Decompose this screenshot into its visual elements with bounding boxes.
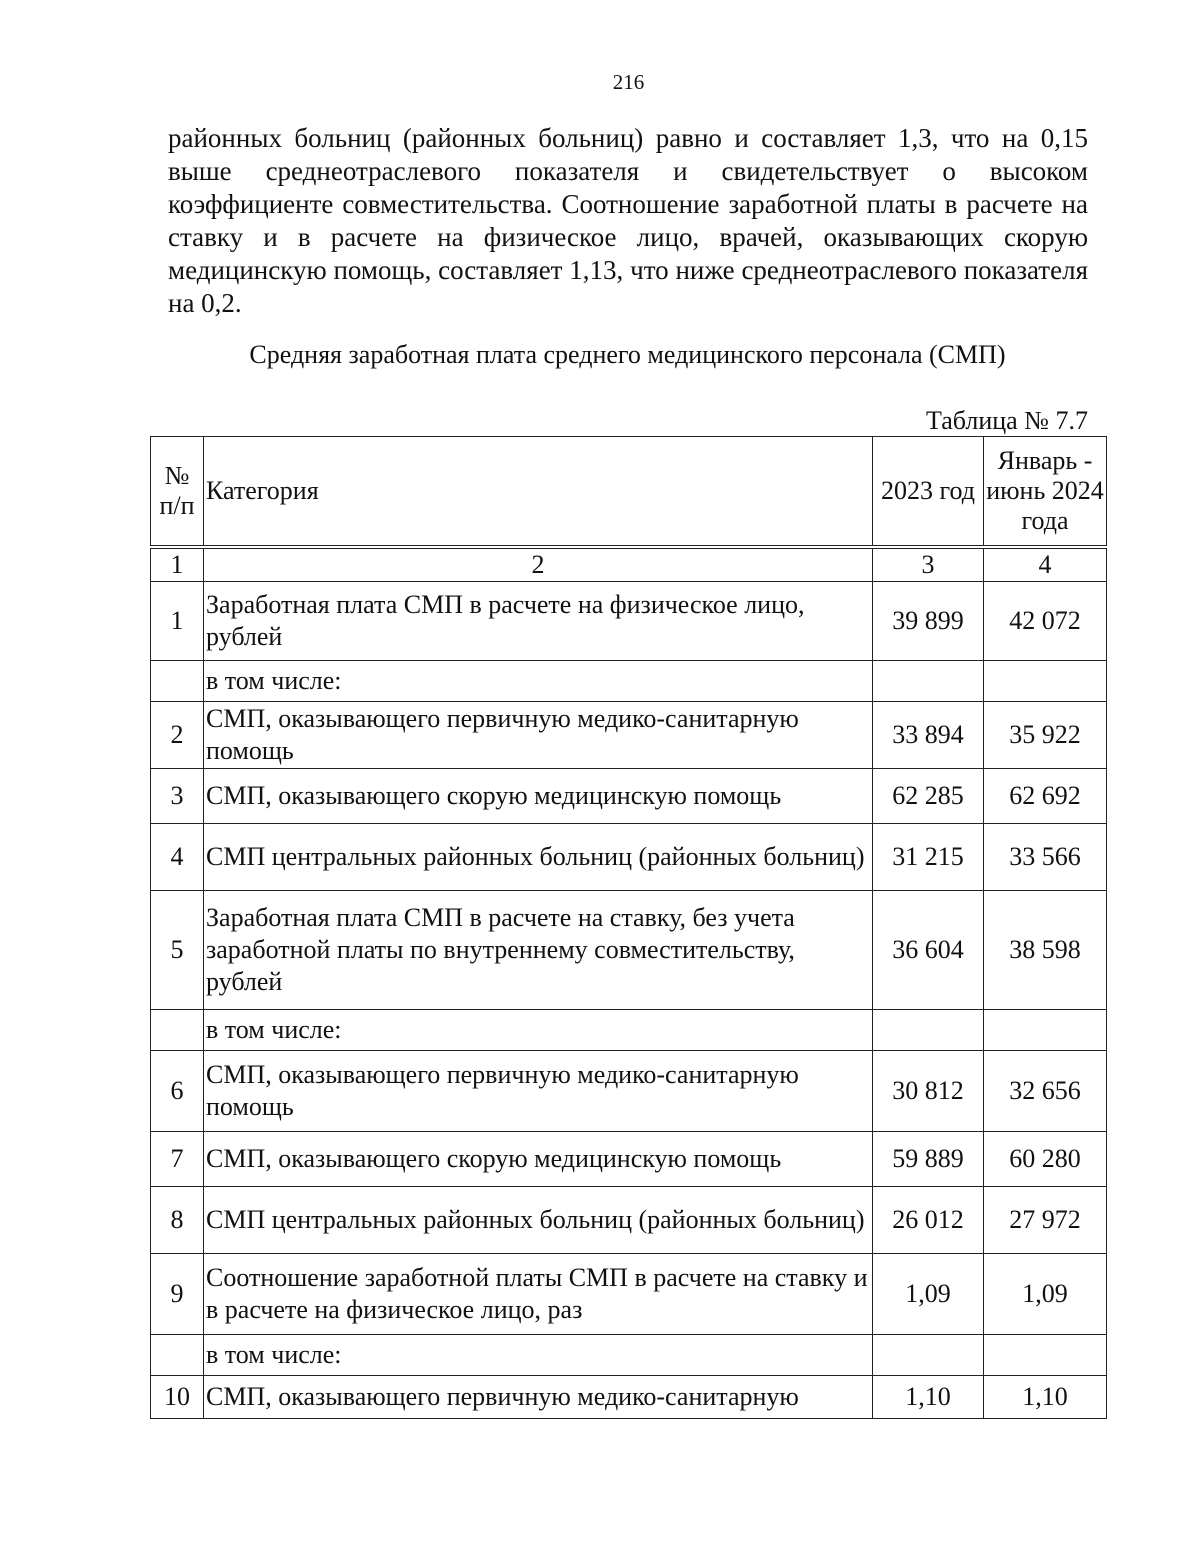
- table-row: [151, 1254, 1107, 1335]
- row-num: [151, 1010, 204, 1051]
- row-category: СМП, оказывающего скорую медицинскую помощь: [204, 769, 873, 824]
- row-value-2024: [984, 661, 1107, 702]
- table-row: [151, 1010, 1107, 1051]
- row-category: в том числе:: [204, 661, 873, 702]
- page-number: 216: [612, 70, 645, 94]
- table-row: [151, 1376, 1107, 1419]
- header-category: Категория: [204, 437, 873, 548]
- row-category: СМП центральных районных больниц (районных больниц): [204, 1187, 873, 1254]
- table-row: [151, 1132, 1107, 1187]
- row-category: Заработная плата СМП в расчете на ставку, без учета заработной платы по внутреннему совместительству, рублей: [204, 891, 873, 1010]
- row-value-2024: 27 972: [984, 1187, 1107, 1254]
- header-2023: 2023 год: [873, 437, 984, 548]
- row-category: Заработная плата СМП в расчете на физическое лицо, рублей: [204, 582, 873, 661]
- row-value-2023: 31 215: [873, 824, 984, 891]
- row-num: 3: [151, 769, 204, 824]
- table-row: [151, 1051, 1107, 1132]
- row-num: 10: [151, 1376, 204, 1419]
- row-category: СМП центральных районных больниц (районных больниц): [204, 824, 873, 891]
- table-row: [151, 769, 1107, 824]
- row-value-2024: 60 280: [984, 1132, 1107, 1187]
- row-category: Соотношение заработной платы СМП в расчете на ставку и в расчете на физическое лицо, раз: [204, 1254, 873, 1335]
- row-value-2024: [984, 1335, 1107, 1376]
- row-value-2024: 32 656: [984, 1051, 1107, 1132]
- row-category: СМП, оказывающего первичную медико-санитарную помощь: [204, 1051, 873, 1132]
- row-num: 4: [151, 824, 204, 891]
- table-title: Средняя заработная плата среднего медицинского персонала (СМП): [249, 340, 1006, 369]
- row-value-2023: 59 889: [873, 1132, 984, 1187]
- row-num: 8: [151, 1187, 204, 1254]
- row-value-2024: 1,10: [984, 1376, 1107, 1419]
- row-value-2024: 1,09: [984, 1254, 1107, 1335]
- row-category: СМП, оказывающего скорую медицинскую помощь: [204, 1132, 873, 1187]
- row-value-2023: 1,09: [873, 1254, 984, 1335]
- table-row: [151, 582, 1107, 661]
- header-num: № п/п: [151, 437, 204, 548]
- intro-paragraph: районных больниц (районных больниц) равно и составляет 1,3, что на 0,15 выше среднеотраслевого показателя и свидетельствует о высоком коэффициенте совместительства. Соотношение заработной платы в расчете на ставку и в расчете на физическое лицо, врачей, оказывающих скорую медицинскую помощь, составляет 1,13, что ниже среднеотраслевого показателя на 0,2.: [168, 123, 1088, 318]
- row-value-2024: 62 692: [984, 769, 1107, 824]
- table-header-row: [151, 437, 1107, 548]
- row-value-2024: 38 598: [984, 891, 1107, 1010]
- row-value-2024: 33 566: [984, 824, 1107, 891]
- row-value-2023: 62 285: [873, 769, 984, 824]
- row-category: в том числе:: [204, 1335, 873, 1376]
- row-num: 2: [151, 702, 204, 769]
- row-num: 7: [151, 1132, 204, 1187]
- row-value-2024: 42 072: [984, 582, 1107, 661]
- table-number: Таблица № 7.7: [925, 406, 1088, 435]
- table-row: [151, 661, 1107, 702]
- row-value-2023: [873, 661, 984, 702]
- row-value-2024: [984, 1010, 1107, 1051]
- row-num: [151, 661, 204, 702]
- column-number: 3: [873, 547, 984, 582]
- row-value-2023: 26 012: [873, 1187, 984, 1254]
- row-value-2024: 35 922: [984, 702, 1107, 769]
- salary-table: [150, 436, 1107, 1419]
- row-num: 1: [151, 582, 204, 661]
- row-value-2023: 36 604: [873, 891, 984, 1010]
- row-value-2023: 39 899: [873, 582, 984, 661]
- table-row: [151, 1187, 1107, 1254]
- table-row: [151, 891, 1107, 1010]
- column-number: 4: [984, 547, 1107, 582]
- column-numbers-row: [151, 547, 1107, 582]
- row-value-2023: 1,10: [873, 1376, 984, 1419]
- row-value-2023: 33 894: [873, 702, 984, 769]
- row-category: в том числе:: [204, 1010, 873, 1051]
- column-number: 1: [151, 547, 204, 582]
- row-category: СМП, оказывающего первичную медико-санитарную: [204, 1376, 873, 1419]
- row-num: [151, 1335, 204, 1376]
- row-num: 6: [151, 1051, 204, 1132]
- row-value-2023: [873, 1335, 984, 1376]
- table-row: [151, 702, 1107, 769]
- row-value-2023: 30 812: [873, 1051, 984, 1132]
- table-row: [151, 824, 1107, 891]
- row-value-2023: [873, 1010, 984, 1051]
- header-2024: Январь - июнь 2024 года: [984, 437, 1107, 548]
- row-num: 9: [151, 1254, 204, 1335]
- row-category: СМП, оказывающего первичную медико-санитарную помощь: [204, 702, 873, 769]
- row-num: 5: [151, 891, 204, 1010]
- table-row: [151, 1335, 1107, 1376]
- column-number: 2: [204, 547, 873, 582]
